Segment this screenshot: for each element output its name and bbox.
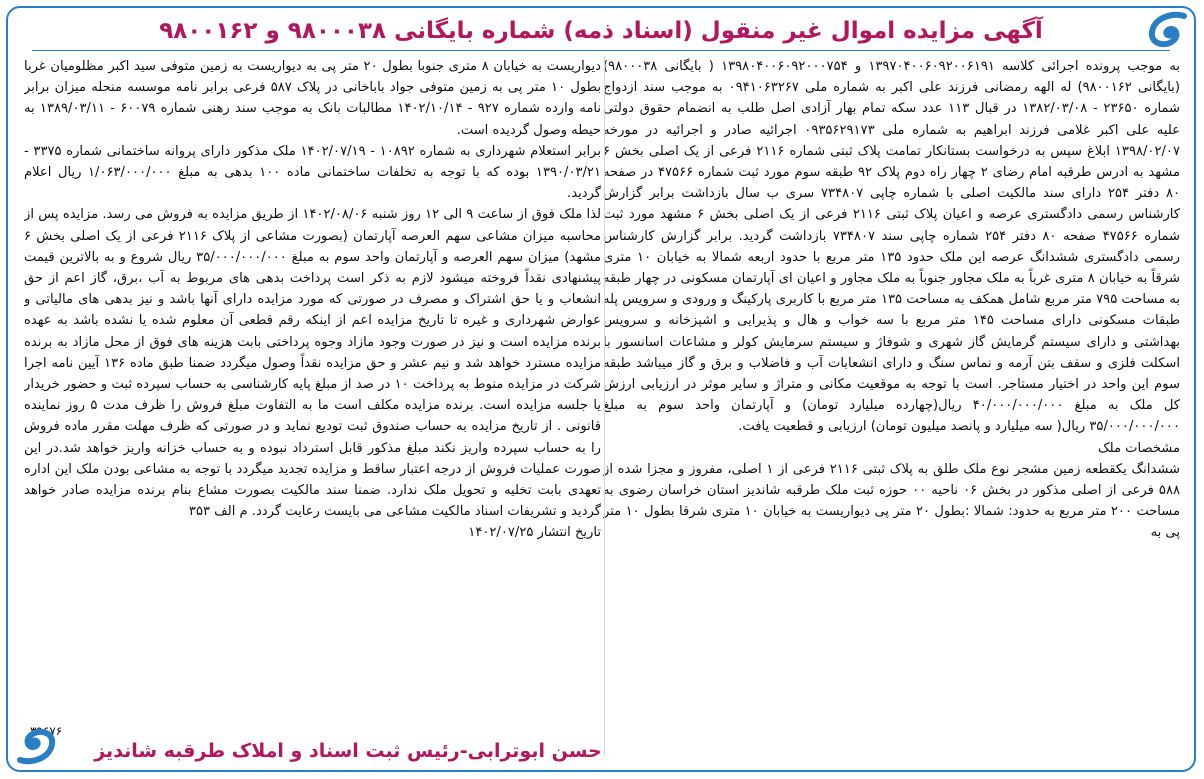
property-specs-heading: مشخصات ملک (1097, 440, 1180, 456)
column-divider (604, 56, 605, 756)
reference-number: ۳۹۶۷۶ (30, 724, 63, 738)
notice-headline: آگهی مزایده اموال غیر منقول (اسناد ذمه) شماره بایگانی ۹۸۰۰۰۳۸ و ۹۸۰۰۱۶۲ (159, 18, 1043, 44)
signature-footer: حسن ابوترابی-رئیس ثبت اسناد و املاک طرقبه شاندیز (94, 740, 602, 762)
left-column (24, 56, 601, 728)
headline-rule (32, 50, 1170, 51)
publication-date: تاریخ انتشار ۱۴۰۲/۰۷/۲۵ (468, 525, 601, 541)
paragraph-auction-terms: لذا ملک فوق از ساعت ۹ الی ۱۲ روز شنبه ۱۴۰۲/۰۸/۰۶ از طریق مزایده به فروش می رسد. مزایده پس از محاسبه میزان مشاعی سهم العرصه آپارتمان (بصورت مشاعی از پلاک ۲۱۱۶ فرعی از یک اصلی بخش ۶ مشهد) میزان سهم العرصه و آپارتمان واحد سوم به مبلغ ۳۵/۰۰۰/۰۰۰/۰۰۰ ریال شروع و به بالاترین قیمت پیشنهادی نقداً فروخته میشود لازم به ذکر است پرداخت بدهی های مربوط به آب ،برق، گاز اعم از حق انشعاب و یا حق اشتراک و مصرف در صورتی که مورد مزایده دارای آنها باشد و نیز بدهی های مالیاتی و عوارض شهرداری و غیره تا تاریخ مزایده اعم از اینکه رقم قطعی آن معلوم شده یا نشده باشد به عهده برنده مزایده است و نیز در صورت وجود مازاد وجوه پرداختی بابت هزینه های فوق از محل مازاد به برنده مزایده مسترد خواهد شد و نیم عشر و حق مزایده نقداً وصول میگردد ضمنا طبق ماده ۱۳۶ آیین نامه اجرا شرکت در مزایده منوط به پرداخت ۱۰ در صد از مبلغ پایه کارشناسی به حساب سپرده ثبت و حضور خریدار یا جلسه مزایده است. برنده مزایده مکلف است ما به التفاوت مبلغ فروش را ظرف مدت ۵ روز نماینده قانونی . از تاریخ مزایده به حساب صندوق ثبت توديع نماید و در صورتی که ظرف مهلت مقرر ماده فروش را به حساب سپرده واریز نکند مبلغ مذکور قابل استرداد نبوده و به حساب خزانه واریز خواهد شد.در این صورت عملیات فروش از درجه اعتبار ساقط و مزایده تجدید میگردد با توجه به مشاعی بودن ملک این اداره تعهدی بابت تخلیه و تحویل ملک ندارد. ضمنا سند مالکیت بصورت مشاع بنام برنده مزایده صادر خواهد گردید و تشریفات اسناد مالکیت مشاعی می بایست رعایت گردد. م الف ۳۵۳ (24, 207, 601, 520)
paragraph-boundaries: دیواریست به خیابان ۸ متری جنوبا بطول ۲۰ متر پی به دیواریست به زمین متوفی سید اکبر مظلومیان غربا بطول ۱۰ متر پی به زمین متوفی جواد باباخانی در پلاک ۵۸۷ فرعی برابر نامه موسسه منحله میزان برابر نامه وارده شماره ۹۲۷ - ۱۴۰۲/۱۰/۱۴ مطالبات بانک به موجب سند رهنی شماره ۶۰۰۷۹ - ۱۳۸۹/۰۳/۱۱ به حیطه وصول گردیده است. (24, 59, 601, 138)
paragraph-property-specs: ششدانگ یکقطعه زمین مشجر نوع ملک طلق به پلاک ثبتی ۲۱۱۶ فرعی از ۱ اصلی، مفروز و مجزا شده از ۵۸۸ فرعی از اصلی مذکور در بخش ۰۶ ناحیه ۰۰ حوزه ثبت ملک طرقبه شاندیز استان خراسان رضوی به مساحت ۲۰۰ متر مربع به حدود: شمالا :بطول ۲۰ متر پی دیواریست به خیابان ۱۰ متری شرقا بطول ۱۰ متر پی به (603, 461, 1180, 541)
paragraph-municipality: برابر استعلام شهرداری به شماره ۱۰۸۹۲ - ۱۴۰۲/۰۷/۱۹ ملک مذکور دارای پروانه ساختمانی شماره ۳۳۷۵ - ۱۳۹۰/۰۳/۲۱ بوده که با توجه به تخلفات ساختمانی ماده ۱۰۰ بدهی به مبلغ ۱/۰۶۳/۰۰۰/۰۰۰ ریال اعلام گردید. (24, 143, 601, 202)
notice-frame (6, 6, 1196, 772)
swirl-ornament-icon (14, 724, 63, 766)
swirl-ornament-icon (1144, 10, 1190, 50)
paragraph-intro: به موجب پرونده اجرائی کلاسه ۱۳۹۷۰۴۰۰۶۰۹۲۰۰۶۱۹۱ و ۱۳۹۸۰۴۰۰۶۰۹۲۰۰۰۷۵۴ ( بایگانی ۹۸۰۰۰۳۸) (بایگانی ۹۸۰۰۱۶۲) له الهه رمضانی فرزند علی اکبر به شماره ملی ۰۹۴۱۰۶۳۲۶۷ به موجب سند ازدواج شماره ۲۳۶۵۰ - ۱۳۸۲/۰۳/۰۸ در قبال ۱۱۳ عدد سکه تمام بهار آزادی اصل طلب به انضمام حقوق دولتی علیه علی اکبر غلامی فرزند ابراهیم به شماره ملی ۰۹۳۵۶۲۹۱۷۳ اجرائیه صادر و اجرائیه در مورخه ۱۳۹۸/۰۲/۰۷ ابلاغ سپس به درخواست بستانکار تمامت پلاک ثبتی شماره ۲۱۱۶ فرعی از یک اصلی بخش ۶ مشهد به ادرس طرقبه امام رضای ۲ چهار راه دوم پلاک ۹۲ طبقه سوم مورد ثبت شماره ۴۷۵۶۶ در صفحه ۸۰ دفتر ۲۵۴ دارای سند مالکیت اصلی با شماره چاپی ۷۳۴۸۰۷ سری ب سال بازداشت برابر گزارش کارشناس رسمی دادگستری عرصه و اعیان پلاک ثبتی ۲۱۱۶ فرعی از یک اصلی بخش ۶ مشهد مورد ثبت شماره ۴۷۵۶۶ صفحه ۸۰ دفتر ۲۵۴ شماره چاپی سند ۷۳۴۸۰۷ بازداشت گردید. برابر گزارش کارشناس رسمی دادگستری ششدانگ عرصه این ملک حدود ۱۳۵ متر مربع با حدود اربعه شمالا به خیابان ۱۰ متری شرقاً به خیابان ۸ متری غرباً به ملک مجاور جنوباً به ملک مجاور و اعیان ای آپارتمان مسکونی در چهار طبقه به مساحت ۷۹۵ متر مربع شامل همکف به مساحت ۱۳۵ متر مربع با کاربری پارکینگ و ورودی و سرویس پله طبقات مسکونی دارای مساحت ۱۴۵ متر مربع با سه خواب و هال و پذیرایی و اشپزخانه و سرویس بهداشتی و دارای سیستم گرمایش گاز شهری و شوفاژ و سیستم سرمایش کولر و مشاعات اسانسور با اسکلت فلزی و سقف بتن آرمه و نماس سنگ و دارای انشعابات آب و فاضلاب و برق و گاز میباشد طبقه سوم این واحد در اختیار مستاجر. است با توجه به موقعیت مکانی و متراژ و سایر موثر در ارزیابی ارزش کل ملک به مبلغ ۴۰/۰۰۰/۰۰۰/۰۰۰ ریال(چهارده میلیارد تومان) و آپارتمان واحد سوم به مبلغ ۳۵/۰۰۰/۰۰۰/۰۰۰ ریال( سه میلیارد و پانصد میلیون تومان) ارزیابی و قطعیت یافت. (603, 59, 1180, 435)
right-column (603, 56, 1180, 768)
